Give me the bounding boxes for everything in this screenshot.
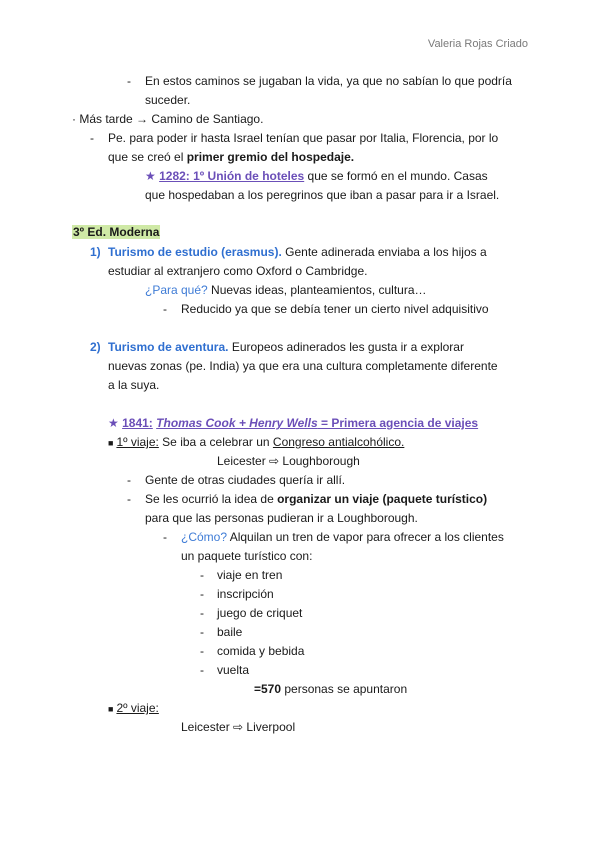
primer-gremio: primer gremio del hospedaje. (186, 150, 355, 164)
item1-line2: estudiar al extranjero como Oxford o Cambridge. (108, 264, 368, 278)
idea-text: Se les ocurrió la idea de (145, 492, 278, 506)
trip1-congress: Congreso antialcohólico. (272, 435, 405, 449)
idea-line2: para que las personas pudieran ir a Loughborough. (145, 511, 418, 525)
dash-marker: - (127, 492, 131, 506)
idea-line1 (145, 490, 487, 509)
how-line1-rest: Alquilan un tren de vapor para ofrecer a los clientes (227, 530, 504, 544)
pe-israel-line2 (108, 148, 354, 167)
bullet-life-line1: En estos caminos se jugaban la vida, ya que no sabían lo que podría (145, 74, 512, 88)
hotel-union-title: 1282: 1º Unión de hoteles (159, 169, 305, 183)
dash-marker: - (163, 302, 167, 316)
hotel-line1-rest: que se formó en el mundo. Casas (304, 169, 488, 183)
dash-marker: - (200, 663, 204, 677)
square-bullet-icon: ■ (108, 704, 114, 714)
people-line: Gente de otras ciudades quería ir allí. (145, 473, 346, 487)
signup-number: =570 (254, 682, 282, 696)
item1-number: 1) (90, 245, 101, 259)
star-icon: ★ (145, 169, 156, 183)
item1-why (145, 281, 427, 300)
why-question: ¿Para qué? (145, 283, 208, 297)
cook-title (108, 414, 478, 433)
dash-marker: - (127, 473, 131, 487)
item2-title: Turismo de aventura. (108, 340, 229, 354)
item2-line2: nuevas zonas (pe. India) ya que era una cultura completamente diferente (108, 359, 498, 373)
route2: Leicester ⇨ Liverpool (181, 720, 296, 734)
cook-rest: = Primera agencia de viajes (317, 416, 479, 430)
package-item: vuelta (217, 663, 250, 677)
item1-line1-rest: Gente adinerada enviaba a los hijos a (281, 245, 487, 259)
dash-marker: - (163, 530, 167, 544)
trip1-line (108, 433, 404, 453)
item1-title: Turismo de estudio (erasmus). (108, 245, 282, 259)
dash-marker: - (90, 131, 94, 145)
section-title-highlight: 3º Ed. Moderna (73, 225, 160, 239)
dash-marker: - (200, 587, 204, 601)
dash-marker: - (200, 625, 204, 639)
why-answer: Nuevas ideas, planteamientos, cultura… (207, 283, 427, 297)
package-item: viaje en tren (217, 568, 283, 582)
cook-year: 1841: (122, 416, 153, 430)
item2-line1-rest: Europeos adinerados les gusta ir a explorar (228, 340, 464, 354)
later-santiago: · Más tarde → Camino de Santiago. (72, 112, 264, 126)
square-bullet-icon: ■ (108, 438, 114, 448)
idea-bold: organizar un viaje (paquete turístico) (277, 492, 488, 506)
pe-israel-line1: Pe. para poder ir hasta Israel tenían que pasar por Italia, Florencia, por lo (108, 131, 499, 145)
dash-marker: - (127, 74, 131, 88)
dash-marker: - (200, 644, 204, 658)
item1-line1 (108, 243, 487, 262)
dash-marker: - (200, 568, 204, 582)
star-icon: ★ (108, 416, 119, 430)
trip1-label: 1º viaje: (116, 435, 159, 449)
how-line2: un paquete turístico con: (181, 549, 313, 563)
trip1-text: Se iba a celebrar un (158, 435, 273, 449)
cook-names: Thomas Cook + Henry Wells (156, 416, 318, 430)
signup-count (254, 680, 407, 699)
pe-israel-text: que se creó el (108, 150, 187, 164)
author-header: Valeria Rojas Criado (427, 38, 528, 50)
dash-marker: - (200, 606, 204, 620)
package-item: baile (217, 625, 243, 639)
hotel-line1 (145, 167, 488, 186)
package-item: inscripción (217, 587, 274, 601)
section-title (72, 223, 160, 242)
how-question: ¿Cómo? (181, 530, 228, 544)
route1: Leicester ⇨ Loughborough (217, 454, 360, 468)
item1-reduced: Reducido ya que se debía tener un cierto nivel adquisitivo (181, 302, 489, 316)
item2-line3: a la suya. (108, 378, 160, 392)
hotel-line2: que hospedaban a los peregrinos que iban a pasar para ir a Israel. (145, 188, 500, 202)
how-line1 (181, 528, 504, 547)
item2-number: 2) (90, 340, 101, 354)
item2-line1 (108, 338, 464, 357)
bullet-life-line2: suceder. (145, 93, 191, 107)
package-item: comida y bebida (217, 644, 305, 658)
trip2-line (108, 699, 159, 719)
signup-rest: personas se apuntaron (281, 682, 408, 696)
trip2-label: 2º viaje: (116, 701, 159, 715)
package-item: juego de criquet (217, 606, 303, 620)
